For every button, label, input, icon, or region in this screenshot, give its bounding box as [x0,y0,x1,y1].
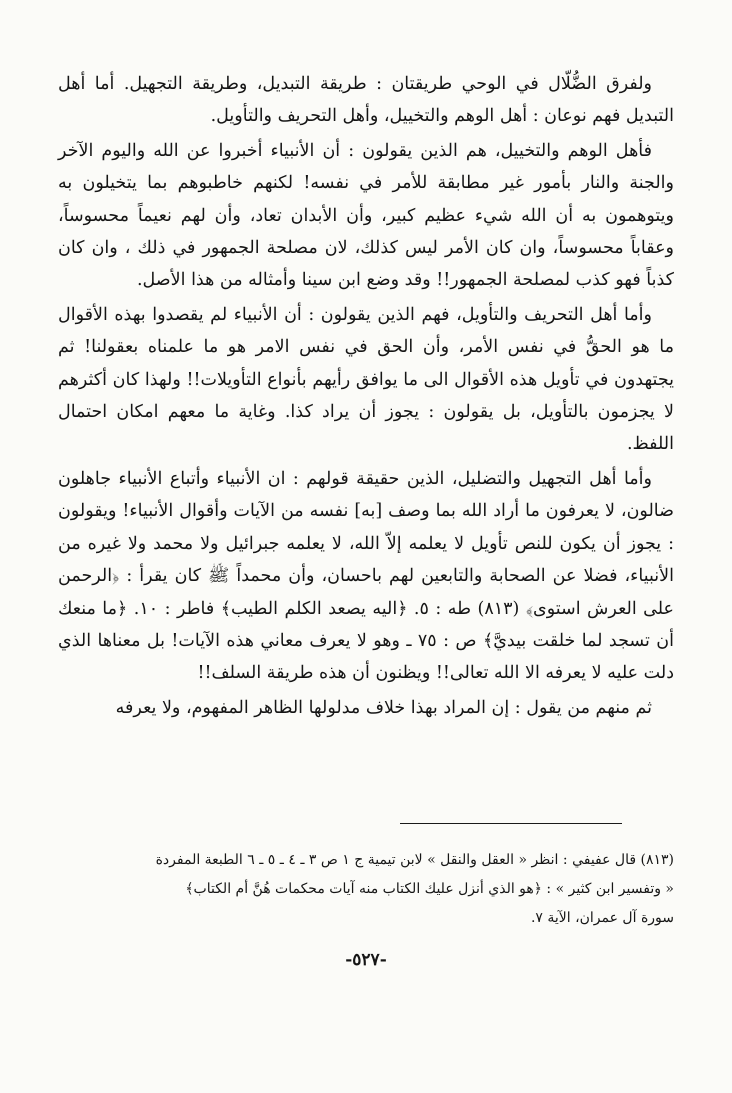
page-number: -٥٢٧- [345,950,387,970]
paragraph-1: ولفرق الضُّلّال في الوحي طريقتان : طريقة التبديل، وطريقة التجهيل. أما أهل التبديل فهم نوعان : أهل الوهم والتخييل، وأهل التحريف والتأويل. [58,74,674,127]
footnote-line-2: « وتفسير ابن كثير » : ﴿هو الذي أنزل عليك الكتاب منه آيات محكمات هُنَّ أم الكتاب﴾ [185,881,674,897]
footnote-separator [400,823,622,824]
paragraph-3: وأما أهل التحريف والتأويل، فهم الذين يقولون : أن الأنبياء لم يقصدوا بهذه الأقوال ما هو الحقُّ في نفس الأمر، وأن الحق في نفس الامر هو ما علمناه بعقولنا! ثم يجتهدون في تأويل هذه الأقوال الى ما يوافق رأيهم بأنواع التأويلات!! ولهذا كان أكثرهم لا يجزمون بالتأويل، بل يقولون : يجوز أن يراد كذا. وغاية ما معهم امكان احتمال اللفظ. [58,304,674,455]
paragraph-4: وأما أهل التجهيل والتضليل، الذين حقيقة قولهم : ان الأنبياء وأتباع الأنبياء جاهلون ضالون، لا يعرفون ما أراد الله بما وصف [به] نفسه من الآيات وأقوال الأنبياء! ويقولون : يجوز أن يكون للنص تأويل لا يعلمه إلاّ الله، لا يعلمه جبرائيل ولا محمد ولا غيره من الأنبياء، فضلا عن الصحابة والتابعين لهم باحسان، وأن محمداً ﷺ كان يقرأ : ﴿الرحمن على العرش استوى﴾ (٨١٣) طه : ٥. ﴿اليه يصعد الكلم الطيب﴾ فاطر : ١٠. ﴿ما منعك أن تسجد لما خلقت بيديَّ﴾ ص : ٧٥ ـ وهو لا يعرف معاني هذه الآيات! بل معناها الذي دلت عليه لا يعرفه الا الله تعالى!! ويظنون أن هذه طريقة السلف!! [58,468,674,684]
footnote-line-1: (٨١٣) قال عفيفي : انظر « العقل والنقل » لابن تيمية ج ١ ص ٣ ـ ٤ ـ ٥ ـ ٦ الطبعة المفردة [155,852,674,868]
footnotes [58,846,674,933]
footnote-line-3: سورة آل عمران، الآية ٧. [530,910,674,926]
paragraph-5: ثم منهم من يقول : إن المراد بهذا خلاف مدلولها الظاهر المفهوم، ولا يعرفه [115,697,652,718]
paragraph-2: فأهل الوهم والتخييل، هم الذين يقولون : أن الأنبياء أخبروا عن الله واليوم الآخر والجنة والنار بأمور غير مطابقة للأمر في نفسه! لكنهم خاطبوهم بما يتخيلون به ويتوهمون به أن الله شيء عظيم كبير، وأن الأبدان تعاد، وأن لهم نعيماً محسوساً، وعقاباً محسوساً، وان كان الأمر ليس كذلك، لان مصلحة الجمهور في ذلك ، وان كان كذباً فهو كذب لمصلحة الجمهور!! وقد وضع ابن سينا وأمثاله من هذا الأصل. [58,140,674,291]
body-text [58,68,674,724]
